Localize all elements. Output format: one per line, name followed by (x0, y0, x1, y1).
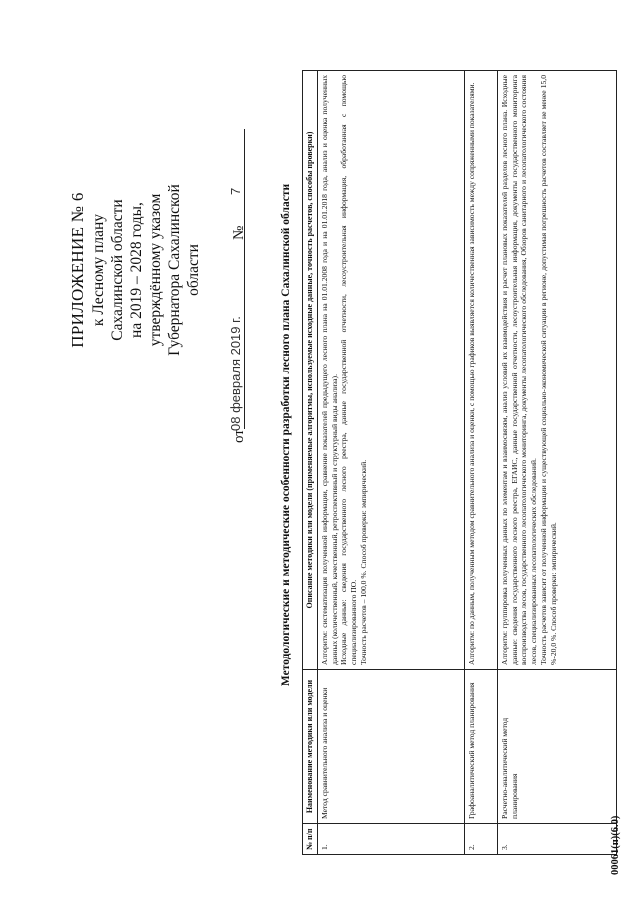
row-num: 3. (497, 824, 616, 855)
header-num: № п/п (303, 824, 318, 855)
appendix-line: области (185, 244, 202, 296)
methods-table (302, 70, 617, 855)
row-description (317, 71, 464, 670)
description-paragraph: Алгоритм: систематизация полученной информации, сравнение показателей предыдущего лесного плана на 01.01.2008 года и на 01.01.2018 года, анализ и оценка полученных данных (количественный, качественный, ретроспективный и структурный виды анализа). (319, 75, 339, 665)
row-description (464, 71, 497, 670)
document-title: Методологические и методические особенности разработки лесного плана Сахалинской области (280, 183, 292, 687)
date-value: 08 февраля 2019 г. (228, 316, 243, 431)
row-num: 2. (464, 824, 497, 855)
appendix-line: на 2019 – 2028 годы, (128, 202, 145, 338)
row-description (497, 71, 616, 670)
table-header-row (303, 71, 318, 855)
appendix-line: к Лесному плану (90, 213, 107, 327)
description-paragraph: Алгоритм: группировка полученных данных по элементам и взаимосвязям, анализ условий их взаимодействия и расчет плановых показателей разделов лесного плана. Исходные данные: сведения государственного лесного реестра, ЕГАИС, данные государственной отчетности, лесоустроительная информация, документы государственного мониторинга воспроизводства лесов, государственного лесопатологического мониторинга, документы лесопатологического обследования, Обзоров санитарного и лесопатологического состояния лесов, специализированных лесопатологических обследований. (499, 75, 539, 665)
table-row (497, 71, 616, 855)
row-name: Расчетно-аналитический метод планирования (497, 670, 616, 824)
description-paragraph: Точность расчетов – 100,0 %. Способ проверки: эмпирический. (358, 459, 368, 665)
appendix-block (68, 105, 248, 443)
description-paragraph: Точность расчетов зависит от полученной информации и существующей социально-экономической ситуации в регионе, допустимая погрешность расчетов составляет не менее 15,0 %-20,0 %. Способ проверки: эмпирический. (538, 75, 558, 665)
appendix-line: утверждённому указом (147, 193, 164, 347)
description-paragraph: Исходные данные: сведения государственного лесного реестра, данные государственной отчетности, лесоустроительная информация, обработанная с помощью специализированного ПО. (339, 75, 359, 665)
date-underline (244, 129, 245, 429)
description-paragraph: Алгоритм: по данным, полученным методом сравнительного анализа и оценки, с помощью графиков выявляется количественная зависимость между сопряженными показателями. (466, 82, 476, 665)
row-name: Метод сравнительного анализа и оценки (317, 670, 464, 824)
table-row (464, 71, 497, 855)
row-num: 1. (317, 824, 464, 855)
appendix-line: Губернатора Сахалинской (166, 184, 183, 356)
row-name: Графоаналитический метод планирования (464, 670, 497, 824)
appendix-line: Сахалинской области (109, 199, 126, 341)
number-sign: № (231, 225, 247, 240)
header-description: Описание методики или модели (применяемые алгоритмы, используемые исходные данные, точность расчетов, способы проверки) (303, 71, 318, 670)
table-row (317, 71, 464, 855)
document-code: 00061(п)(6.0) (610, 815, 621, 875)
appendix-date-row (226, 105, 248, 443)
date-prefix: от (231, 429, 247, 443)
header-name: Наименование методики или модели (303, 670, 318, 824)
number-value: 7 (228, 187, 243, 195)
appendix-heading: ПРИЛОЖЕНИЕ № 6 (68, 192, 87, 348)
